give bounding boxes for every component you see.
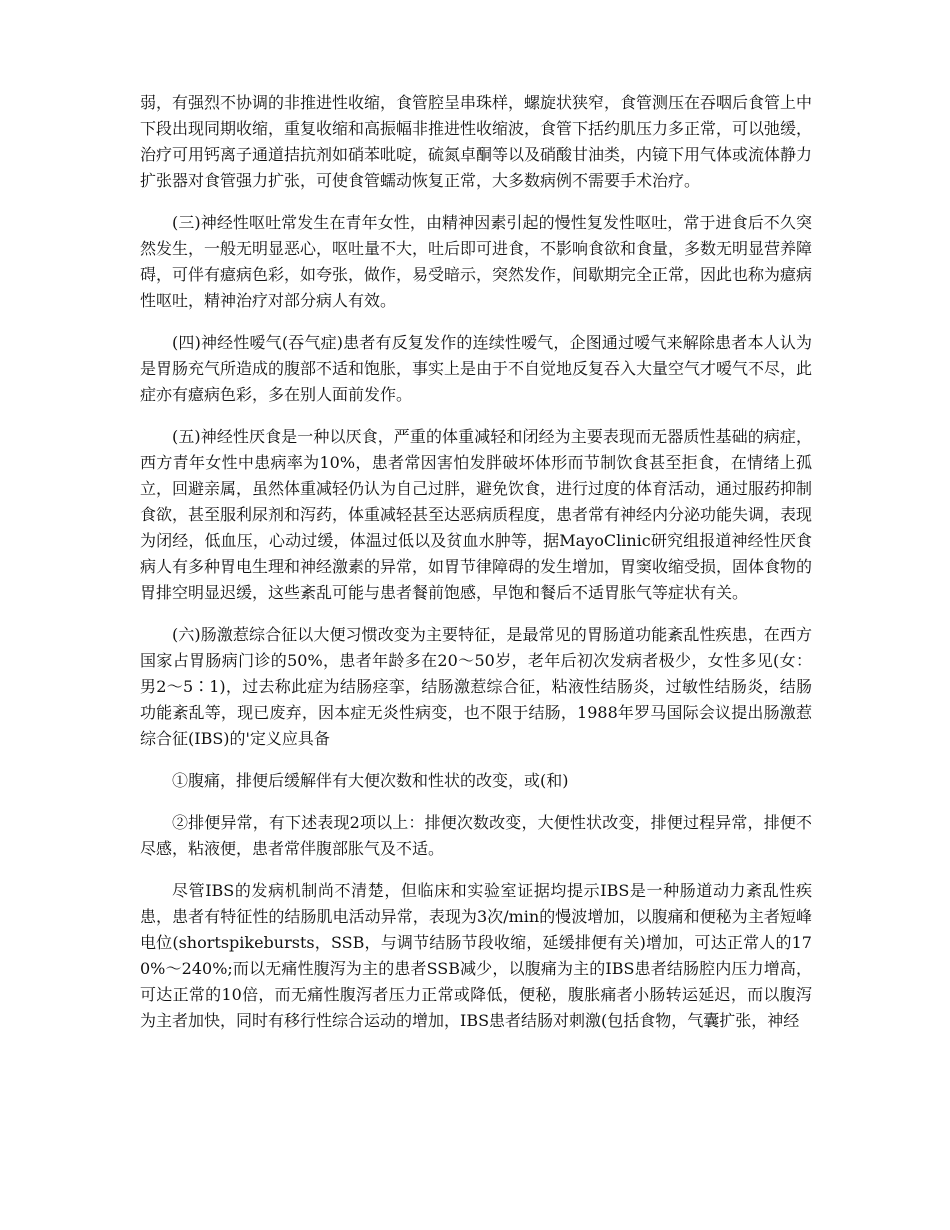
paragraph-neurogenic-belching: (四)神经性嗳气(吞气症)患者有反复发作的连续性嗳气，企图通过嗳气来解除患者本人认为是胃肠充气所造成的腹部不适和饱胀，事实上是由于不自觉地反复吞入大量空气才嗳气不尽，此症亦有癔病色彩，多在别人面前发作。 <box>140 333 813 404</box>
paragraph-ibs-mechanism: 尽管IBS的发病机制尚不清楚，但临床和实验室证据均提示IBS是一种肠道动力紊乱性疾患，患者有特征性的结肠肌电活动异常，表现为3次/min的慢波增加，以腹痛和便秘为主者短峰电位(shortspikebursts，SSB，与调节结肠节段收缩，延缓排便有关)增加，可达正常人的170%～240%;而以无痛性腹泻为主的患者SSB减少，以腹痛为主的IBS患者结肠腔内压力增高，可达正常的10倍，而无痛性腹泻者压力正常或降低，便秘，腹胀痛者小肠转运延迟，而以腹泻为主者加快，同时有移行性综合运动的增加，IBS患者结肠对刺激(包括食物，气囊扩张，神经 <box>140 881 812 1030</box>
paragraph-ibs-criterion-1: ①腹痛，排便后缓解伴有大便次数和性状的改变，或(和) <box>172 771 569 790</box>
paragraph-esophageal-spasm: 弱，有强烈不协调的非推进性收缩，食管腔呈串珠样，螺旋状狭窄，食管测压在吞咽后食管上中下段出现同期收缩，重复收缩和高振幅非推进性收缩波，食管下括约肌压力多正常，可以弛缓，治疗可用钙离子通道拮抗剂如硝苯吡啶，硫氮卓酮等以及硝酸甘油类，内镜下用气体或流体静力扩张器对食管强力扩张，可使食管蠕动恢复正常，大多数病例不需要手术治疗。 <box>140 93 813 190</box>
paragraph-ibs-intro: (六)肠激惹综合征以大便习惯改变为主要特征，是最常见的胃肠道功能紊乱性疾患，在西方国家占胃肠病门诊的50%，患者年龄多在20～50岁，老年后初次发病者极少，女性多见(女：男2～5∶1)，过去称此症为结肠痉挛，结肠激惹综合征，粘液性结肠炎，过敏性结肠炎，结肠功能紊乱等，现已废弃，因本症无炎性病变，也不限于结肠，1988年罗马国际会议提出肠激惹综合征(IBS)的'定义应具备 <box>140 625 812 748</box>
paragraph-anorexia-nervosa: (五)神经性厌食是一种以厌食，严重的体重减轻和闭经为主要表现而无器质性基础的病症，西方青年女性中患病率为10%，患者常因害怕发胖破坏体形而节制饮食甚至拒食，在情绪上孤立，回避亲属，虽然体重减轻仍认为自己过胖，避免饮食，进行过度的体育活动，通过服药抑制食欲，甚至服利尿剂和泻药，体重减轻甚至达恶病质程度，患者常有神经内分泌功能失调，表现为闭经，低血压，心动过缓，体温过低以及贫血水肿等，据MayoClinic研究组报道神经性厌食病人有多种胃电生理和神经激素的异常，如胃节律障碍的发生增加，胃窦收缩受损，固体食物的胃排空明显迟缓，这些紊乱可能与患者餐前饱感，早饱和餐后不适胃胀气等症状有关。 <box>140 427 813 602</box>
paragraph-neurogenic-vomiting: (三)神经性呕吐常发生在青年女性，由精神因素引起的慢性复发性呕吐，常于进食后不久突然发生，一般无明显恶心，呕吐量不大，吐后即可进食，不影响食欲和食量，多数无明显营养障碍，可伴有癔病色彩，如夸张，做作，易受暗示，突然发作，间歇期完全正常，因此也称为癔病性呕吐，精神治疗对部分病人有效。 <box>140 213 813 310</box>
paragraph-ibs-criterion-2: ②排便异常，有下述表现2项以上：排便次数改变，大便性状改变，排便过程异常，排便不尽感，粘液便，患者常伴腹部胀气及不适。 <box>140 813 812 858</box>
document-page <box>140 90 812 1050</box>
